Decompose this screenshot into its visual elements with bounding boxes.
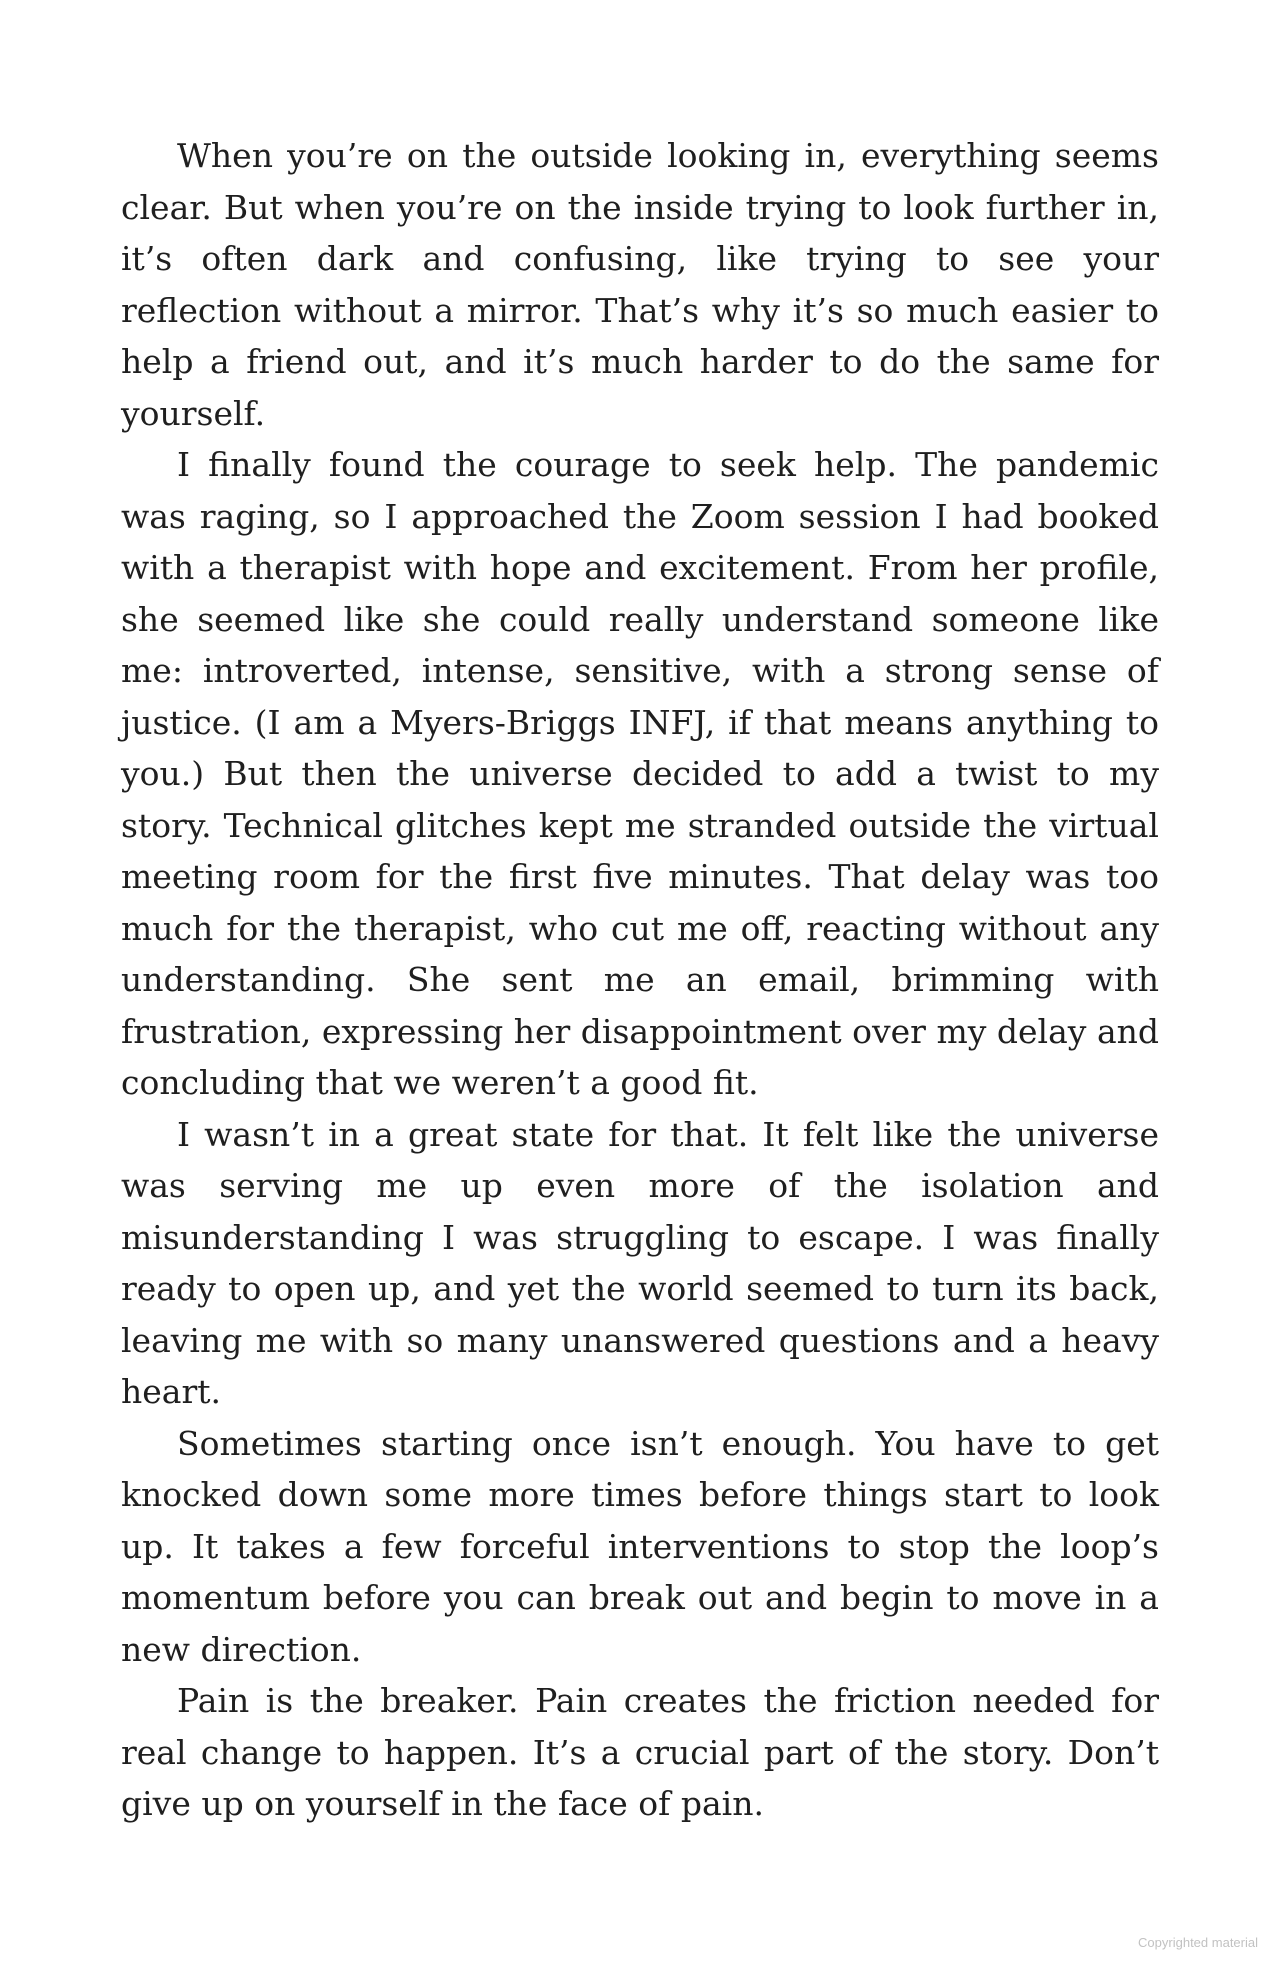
copyright-watermark: Copyrighted material [1138, 1935, 1258, 1950]
paragraph-1: When you’re on the outside looking in, everything seems clear. But when you’re on the inside trying to look further in, it’s often dark and confusing, like trying to see your reflection without a mirror. That’s why it’s so much easier to help a friend out, and it’s much harder to do the same for yourself. [121, 136, 1159, 433]
paragraph-4: Sometimes starting once isn’t enough. You have to get knocked down some more times before things start to look up. It takes a few forceful interventions to stop the loop’s momentum before you can break out and begin to move in a new direction. [121, 1423, 1159, 1669]
paragraph-2: I finally found the courage to seek help. The pandemic was raging, so I approached the Zoom session I had booked with a therapist with hope and excitement. From her profile, she seemed like she could really understand someone like me: introverted, intense, sensitive, with a strong sense of justice. (I am a Myers-Briggs INFJ, if that means anything to you.) But then the universe decided to add a twist to my story. Technical glitches kept me stranded outside the virtual meeting room for the first five minutes. That delay was too much for the therapist, who cut me off, reacting without any understanding. She sent me an email, brimming with frustration, expressing her disappointment over my delay and concluding that we weren’t a good fit. [121, 445, 1159, 1102]
paragraph-5: Pain is the breaker. Pain creates the friction needed for real change to happen. It’s a crucial part of the story. Don’t give up on yourself in the face of pain. [121, 1681, 1159, 1823]
body-text [121, 130, 1159, 1830]
paragraph-3: I wasn’t in a great state for that. It felt like the universe was serving me up even more of the isolation and misunderstanding I was struggling to escape. I was finally ready to open up, and yet the world seemed to turn its back, leaving me with so many unanswered questions and a heavy heart. [121, 1114, 1159, 1411]
